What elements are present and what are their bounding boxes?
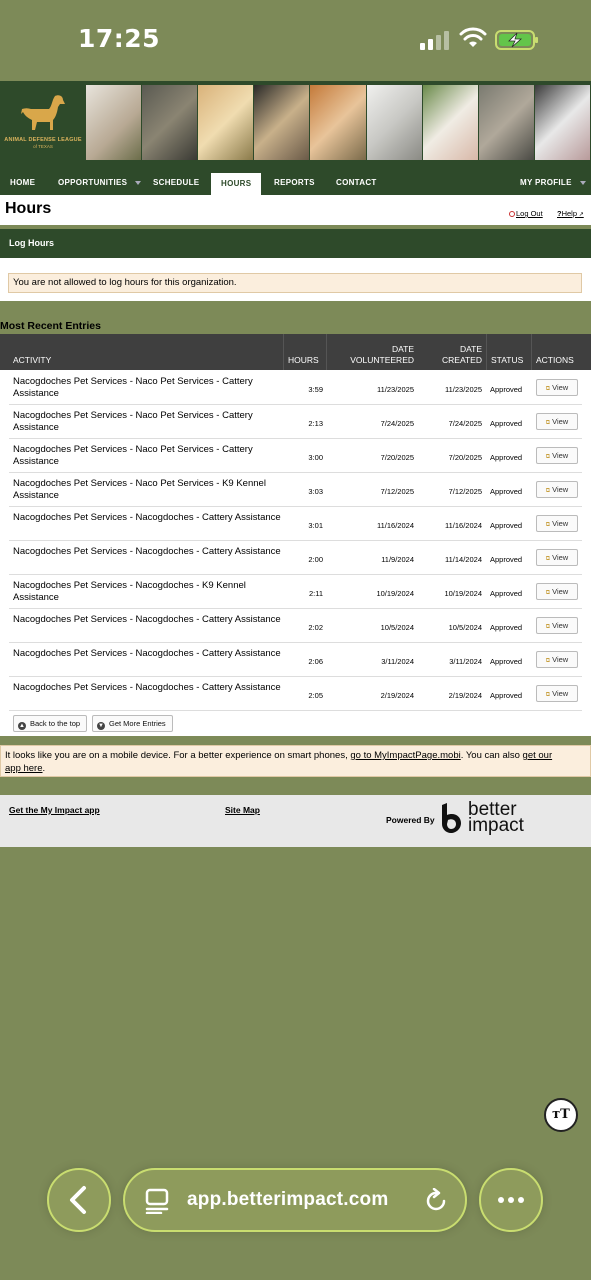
arrow-up-icon: ▲	[19, 723, 25, 729]
row-hours: 3:00	[308, 453, 323, 462]
row-date-volunteered: 2/19/2024	[380, 691, 414, 700]
pet-photo	[535, 85, 591, 160]
mobile-site-link[interactable]: go to MyImpactPage.mobi	[350, 750, 461, 761]
nav-reports[interactable]: REPORTS	[274, 178, 315, 187]
log-hours-heading: Log Hours	[0, 229, 591, 258]
row-activity: Nacogdoches Pet Services - Naco Pet Services - Cattery Assistance	[13, 444, 253, 467]
row-date-created: 7/24/2025	[448, 419, 482, 428]
header-date-created	[442, 344, 482, 366]
nav-my-profile-label: MY PROFILE	[520, 178, 572, 187]
text-size-icon[interactable]: ᴛT	[544, 1098, 578, 1132]
nav-schedule[interactable]: SCHEDULE	[153, 178, 200, 187]
row-hours: 2:00	[308, 555, 323, 564]
pet-photo	[310, 85, 366, 160]
reload-icon[interactable]	[423, 1188, 449, 1214]
row-date-volunteered: 11/23/2025	[377, 385, 414, 394]
pet-photo-banner	[86, 85, 591, 160]
main-content	[0, 195, 591, 847]
row-status: Approved	[490, 419, 523, 428]
mobile-note-text: .	[42, 763, 46, 774]
view-button[interactable]	[536, 447, 578, 464]
row-activity: Nacogdoches Pet Services - Naco Pet Services - K9 Kennel Assistance	[13, 478, 266, 501]
header-hours: HOURS	[288, 355, 319, 365]
row-date-volunteered: 11/16/2024	[377, 521, 414, 530]
header-actions: ACTIONS	[536, 355, 574, 365]
row-date-created: 2/19/2024	[448, 691, 482, 700]
url-text: app.betterimpact.com	[187, 1189, 389, 1210]
logout-label: Log Out	[516, 209, 543, 218]
more-dots-icon	[481, 1170, 541, 1230]
row-date-volunteered: 11/9/2024	[381, 555, 414, 564]
view-button[interactable]	[536, 651, 578, 668]
header-activity: ACTIVITY	[13, 355, 52, 365]
row-activity: Nacogdoches Pet Services - Nacogdoches - K9 Kennel Assistance	[13, 580, 246, 603]
row-date-volunteered: 7/12/2025	[380, 487, 414, 496]
better-impact-logo-icon	[440, 803, 462, 833]
pet-photo	[423, 85, 479, 160]
row-status: Approved	[490, 691, 523, 700]
arrow-down-icon: ▼	[98, 723, 104, 729]
header-divider	[531, 334, 532, 370]
header-date-created-line2: CREATED	[442, 355, 482, 365]
pet-photo	[198, 85, 254, 160]
view-button[interactable]	[536, 515, 578, 532]
back-to-top-button[interactable]	[13, 715, 87, 732]
row-date-created: 11/23/2025	[445, 385, 482, 394]
table-row	[9, 677, 582, 711]
get-app-footer-link[interactable]: Get the My Impact app	[9, 805, 100, 815]
site-header	[0, 81, 591, 195]
pet-photo	[479, 85, 535, 160]
table-row	[9, 371, 582, 405]
row-activity: Nacogdoches Pet Services - Nacogdoches - Cattery Assistance	[13, 512, 281, 523]
row-status: Approved	[490, 453, 523, 462]
get-app-link[interactable]: app here	[5, 763, 43, 774]
row-activity: Nacogdoches Pet Services - Nacogdoches - Cattery Assistance	[13, 614, 281, 625]
header-date-volunteered	[350, 344, 414, 366]
row-activity: Nacogdoches Pet Services - Nacogdoches - Cattery Assistance	[13, 546, 281, 557]
table-header	[0, 334, 591, 370]
back-to-top-label: Back to the top	[30, 719, 81, 728]
link-icon: ⧉	[545, 488, 551, 494]
link-icon: ⧉	[545, 590, 551, 596]
table-row	[9, 609, 582, 643]
row-status: Approved	[490, 385, 523, 394]
link-icon: ⧉	[545, 692, 551, 698]
link-icon: ⧉	[545, 658, 551, 664]
row-hours: 2:13	[308, 419, 323, 428]
better-impact-brand-line1: better	[468, 799, 517, 820]
view-label: View	[552, 621, 569, 630]
row-date-volunteered: 7/20/2025	[380, 453, 414, 462]
row-date-created: 11/16/2024	[445, 521, 482, 530]
status-bar	[0, 0, 591, 80]
chevron-down-icon	[135, 181, 141, 185]
battery-charging-icon	[495, 29, 539, 51]
view-label: View	[552, 553, 569, 562]
wifi-icon	[459, 27, 487, 49]
view-label: View	[552, 689, 569, 698]
view-button[interactable]	[536, 617, 578, 634]
site-map-link[interactable]: Site Map	[225, 805, 260, 815]
row-date-volunteered: 7/24/2025	[380, 419, 414, 428]
row-date-created: 3/11/2024	[449, 657, 482, 666]
mobile-note-text: It looks like you are on a mobile device. For a better experience on smart phones,	[5, 750, 351, 761]
row-activity: Nacogdoches Pet Services - Nacogdoches - Cattery Assistance	[13, 682, 281, 693]
row-date-created: 10/19/2024	[444, 589, 482, 598]
mobile-device-notice	[0, 745, 591, 777]
row-status: Approved	[490, 657, 523, 666]
view-button[interactable]	[536, 583, 578, 600]
pet-photo	[367, 85, 423, 160]
view-label: View	[552, 417, 569, 426]
nav-contact[interactable]: CONTACT	[336, 178, 377, 187]
row-hours: 2:11	[308, 589, 323, 598]
powered-by-label: Powered By	[386, 815, 435, 825]
header-date-volunteered-line1: DATE	[391, 344, 414, 354]
header-status: STATUS	[491, 355, 524, 365]
dog-logo-icon	[19, 92, 69, 132]
row-hours: 2:02	[308, 623, 323, 632]
row-status: Approved	[490, 555, 523, 564]
row-hours: 2:05	[308, 691, 323, 700]
tab-icon	[145, 1188, 169, 1214]
external-link-icon: ↗	[577, 212, 584, 218]
help-label: Help	[561, 209, 578, 218]
header-date-volunteered-line2: VOLUNTEERED	[350, 355, 414, 365]
view-label: View	[552, 655, 569, 664]
nav-my-profile[interactable]	[520, 171, 586, 195]
help-question-icon: ?	[557, 209, 562, 218]
power-icon	[509, 211, 515, 217]
row-status: Approved	[490, 487, 523, 496]
page-title: Hours	[5, 200, 52, 217]
get-more-entries-label: Get More Entries	[109, 719, 166, 728]
header-divider	[326, 334, 327, 370]
clock: 17:25	[78, 24, 161, 53]
log-hours-panel	[0, 258, 591, 301]
view-button[interactable]	[536, 481, 578, 498]
view-label: View	[552, 587, 569, 596]
signal-icon	[420, 30, 450, 50]
log-hours-notice: You are not allowed to log hours for this organization.	[8, 273, 582, 293]
row-activity: Nacogdoches Pet Services - Naco Pet Services - Cattery Assistance	[13, 410, 253, 433]
header-date-created-line1: DATE	[459, 344, 482, 354]
get-more-entries-button[interactable]	[92, 715, 173, 732]
row-date-created: 11/14/2024	[445, 555, 482, 564]
help-link[interactable]	[557, 209, 584, 218]
view-label: View	[552, 485, 569, 494]
table-row	[9, 541, 582, 575]
back-button[interactable]	[47, 1168, 111, 1232]
view-button[interactable]	[536, 549, 578, 566]
nav-hours[interactable]: HOURS	[211, 173, 261, 195]
row-status: Approved	[490, 521, 523, 530]
row-date-created: 10/5/2024	[448, 623, 482, 632]
better-impact-brand-line2: impact	[468, 815, 524, 836]
logo-line-2: of TEXAS	[33, 144, 53, 149]
row-date-volunteered: 10/19/2024	[376, 589, 414, 598]
nav-opportunities[interactable]	[58, 171, 141, 195]
mobile-note-text: . You can also	[460, 750, 523, 761]
row-date-volunteered: 3/11/2024	[381, 657, 414, 666]
row-hours: 2:06	[308, 657, 323, 666]
footer	[0, 795, 591, 847]
view-label: View	[552, 451, 569, 460]
nav-opportunities-label: OPPORTUNITIES	[58, 178, 128, 187]
header-divider	[486, 334, 487, 370]
pet-photo	[86, 85, 142, 160]
link-icon: ⧉	[545, 420, 551, 426]
row-hours: 3:01	[308, 521, 323, 530]
nav-home[interactable]: HOME	[10, 178, 36, 187]
row-status: Approved	[490, 623, 523, 632]
view-label: View	[552, 383, 569, 392]
title-bar	[0, 195, 591, 225]
logo-line-1: ANIMAL DEFENSE LEAGUE	[4, 137, 82, 143]
table-row	[9, 473, 582, 507]
row-status: Approved	[490, 589, 523, 598]
header-divider	[283, 334, 284, 370]
view-button[interactable]	[536, 413, 578, 430]
row-date-volunteered: 10/5/2024	[380, 623, 414, 632]
row-date-created: 7/12/2025	[448, 487, 482, 496]
chevron-left-icon	[49, 1170, 109, 1230]
chevron-down-icon	[580, 181, 586, 185]
link-icon: ⧉	[545, 386, 551, 392]
entries-table	[0, 334, 591, 736]
link-icon: ⧉	[545, 454, 551, 460]
table-row	[9, 643, 582, 677]
row-hours: 3:03	[308, 487, 323, 496]
link-icon: ⧉	[545, 624, 551, 630]
link-icon: ⧉	[545, 522, 551, 528]
table-row	[9, 575, 582, 609]
get-app-link[interactable]: get our	[522, 750, 553, 761]
row-activity: Nacogdoches Pet Services - Naco Pet Services - Cattery Assistance	[13, 376, 253, 399]
logout-link[interactable]	[509, 209, 543, 218]
table-row	[9, 439, 582, 473]
pet-photo	[254, 85, 310, 160]
more-button[interactable]	[479, 1168, 543, 1232]
pet-photo	[142, 85, 198, 160]
main-nav	[0, 171, 591, 195]
recent-entries-title: Most Recent Entries	[0, 320, 101, 332]
row-hours: 3:59	[308, 385, 323, 394]
view-button[interactable]	[536, 685, 578, 702]
row-date-created: 7/20/2025	[448, 453, 482, 462]
table-row	[9, 405, 582, 439]
view-label: View	[552, 519, 569, 528]
link-icon: ⧉	[545, 556, 551, 562]
view-button[interactable]	[536, 379, 578, 396]
row-activity: Nacogdoches Pet Services - Nacogdoches - Cattery Assistance	[13, 648, 281, 659]
adl-logo[interactable]	[0, 81, 86, 161]
table-row	[9, 507, 582, 541]
